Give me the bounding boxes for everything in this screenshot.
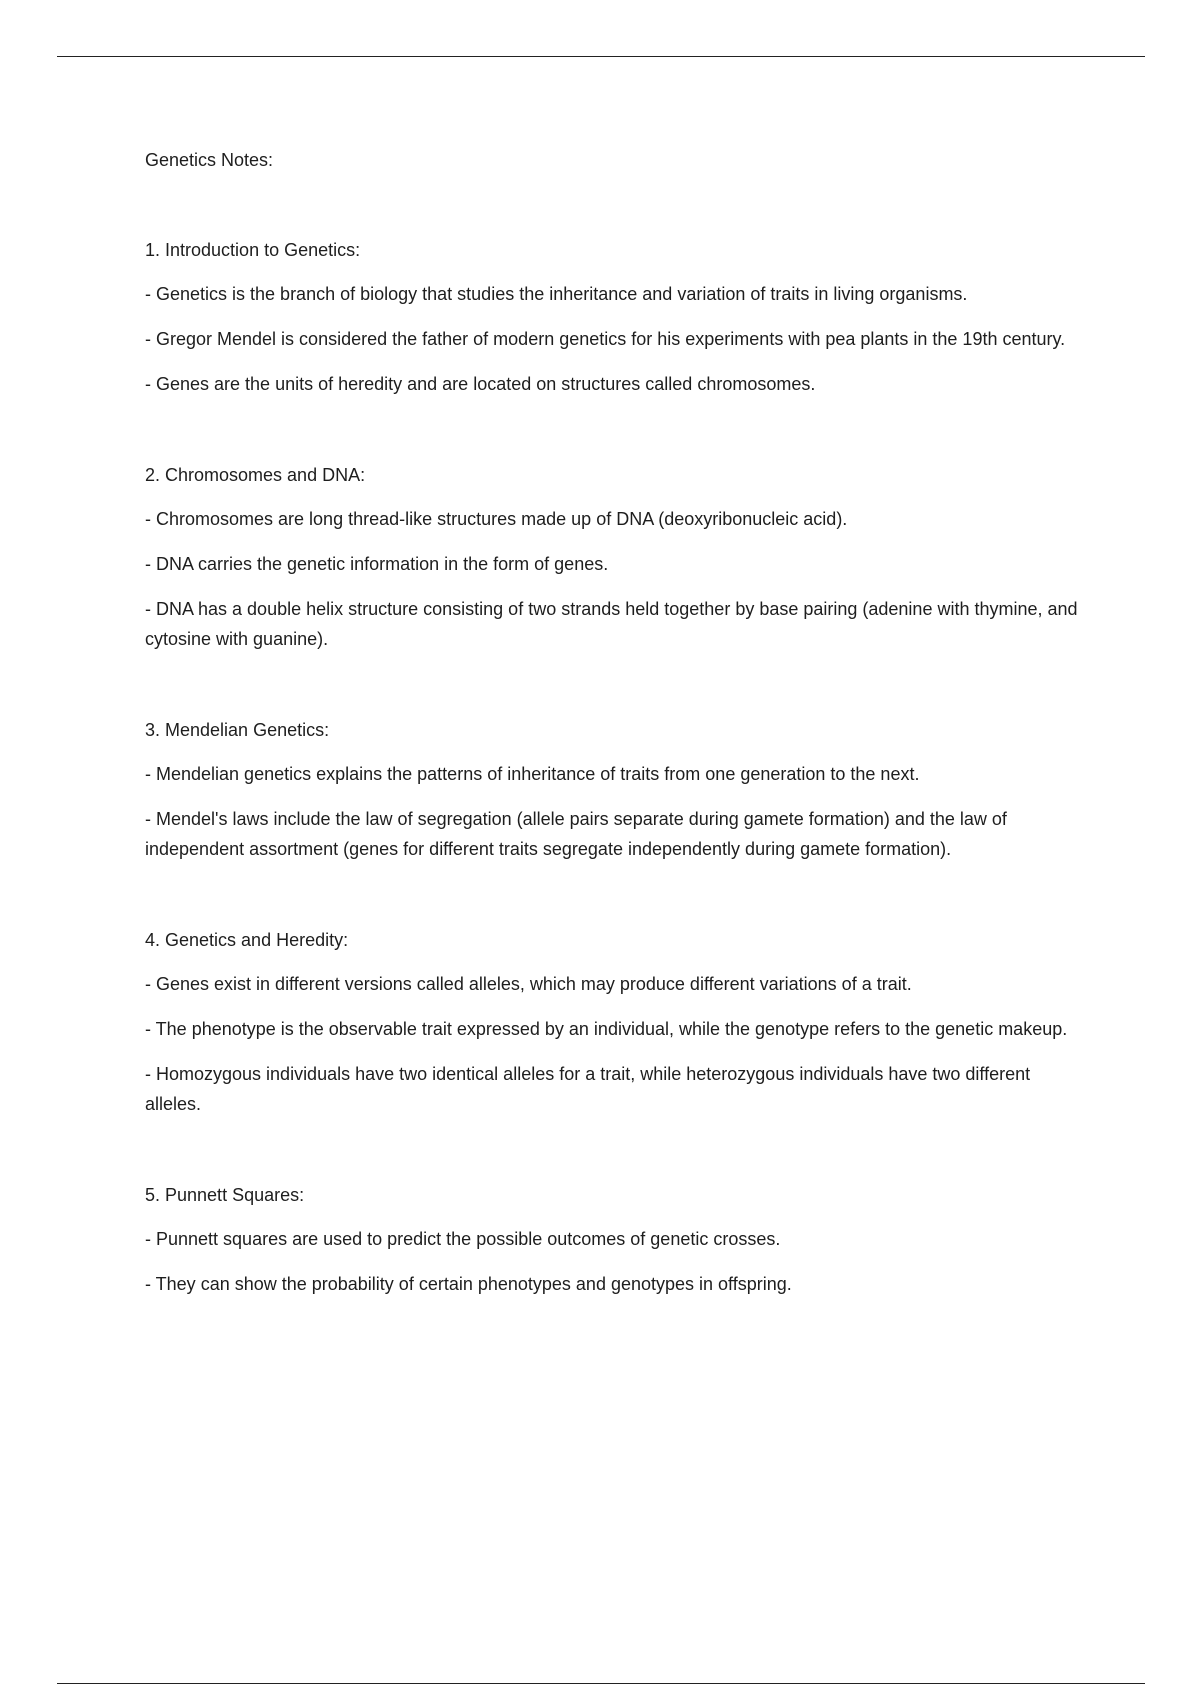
bullet-list xyxy=(145,504,1090,654)
section-punnett-squares xyxy=(145,1181,1090,1299)
bullet-item: - Homozygous individuals have two identical alleles for a trait, while heterozygous individuals have two different alleles. xyxy=(145,1064,1031,1114)
bullet-item: - They can show the probability of certain phenotypes and genotypes in offspring. xyxy=(145,1274,792,1294)
bullet-item: - The phenotype is the observable trait expressed by an individual, while the genotype refers to the genetic makeup. xyxy=(145,1019,1068,1039)
section-mendelian-genetics xyxy=(145,716,1090,864)
bullet-item: - Genetics is the branch of biology that studies the inheritance and variation of traits in living organisms. xyxy=(145,284,968,304)
bullet-item: - Punnett squares are used to predict the possible outcomes of genetic crosses. xyxy=(145,1229,781,1249)
bullet-list xyxy=(145,759,1090,864)
bullet-item: - DNA carries the genetic information in the form of genes. xyxy=(145,554,609,574)
bullet-item: - Genes exist in different versions called alleles, which may produce different variations of a trait. xyxy=(145,974,912,994)
bullet-item: - Genes are the units of heredity and are located on structures called chromosomes. xyxy=(145,374,816,394)
document-page xyxy=(145,146,1090,1299)
section-chromosomes-dna xyxy=(145,461,1090,654)
top-rule xyxy=(57,56,1145,57)
bullet-item: - DNA has a double helix structure consisting of two strands held together by base pairing (adenine with thymine, and cytosine with guanine). xyxy=(145,599,1078,649)
section-heading: 3. Mendelian Genetics: xyxy=(145,720,330,740)
bullet-item: - Mendel's laws include the law of segregation (allele pairs separate during gamete formation) and the law of independent assortment (genes for different traits segregate independently during gamete formation). xyxy=(145,809,1007,859)
bullet-list xyxy=(145,279,1090,399)
bullet-item: - Gregor Mendel is considered the father of modern genetics for his experiments with pea plants in the 19th century. xyxy=(145,329,1066,349)
bullet-list xyxy=(145,1224,1090,1299)
section-genetics-heredity xyxy=(145,926,1090,1119)
bottom-rule xyxy=(57,1683,1145,1684)
document-title: Genetics Notes: xyxy=(145,150,274,170)
section-heading: 5. Punnett Squares: xyxy=(145,1185,305,1205)
bullet-item: - Mendelian genetics explains the patterns of inheritance of traits from one generation to the next. xyxy=(145,764,920,784)
bullet-item: - Chromosomes are long thread-like structures made up of DNA (deoxyribonucleic acid). xyxy=(145,509,848,529)
section-heading: 4. Genetics and Heredity: xyxy=(145,930,349,950)
section-heading: 2. Chromosomes and DNA: xyxy=(145,465,366,485)
section-heading: 1. Introduction to Genetics: xyxy=(145,240,361,260)
section-introduction xyxy=(145,236,1090,399)
bullet-list xyxy=(145,969,1090,1119)
